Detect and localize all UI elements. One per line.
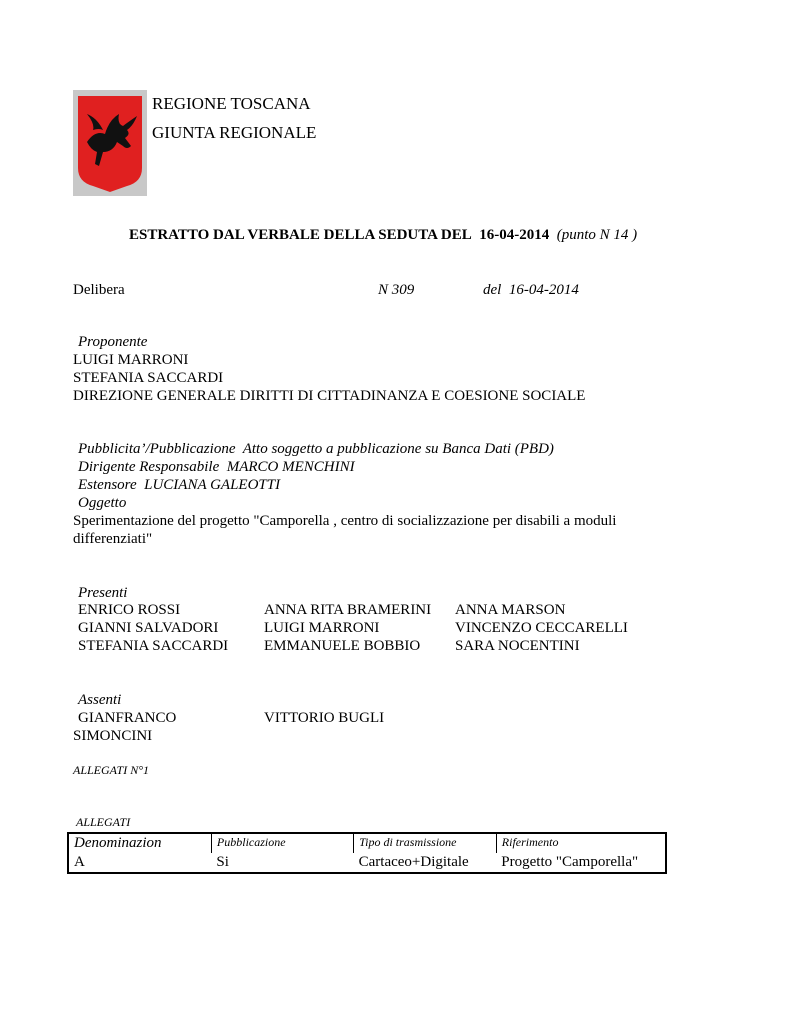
region-name: REGIONE TOSCANA bbox=[152, 94, 311, 113]
drafter-line bbox=[78, 476, 280, 494]
manager-value: MARCO MENCHINI bbox=[226, 459, 355, 475]
absent-member-continued: SIMONCINI bbox=[73, 728, 153, 744]
extract-point: (punto N 14 ) bbox=[556, 227, 638, 243]
present-member: GIANNI SALVADORI bbox=[78, 620, 219, 636]
present-member: EMMANUELE BOBBIO bbox=[264, 638, 421, 654]
council-name: GIUNTA REGIONALE bbox=[152, 123, 317, 142]
header-cell-publication: Pubblicazione bbox=[211, 833, 353, 853]
present-member: STEFANIA SACCARDI bbox=[78, 638, 229, 654]
present-member: ANNA MARSON bbox=[455, 602, 566, 618]
present-member: SARA NOCENTINI bbox=[455, 638, 580, 654]
cell-name: A bbox=[74, 854, 85, 870]
table-row bbox=[68, 853, 666, 873]
delibera-number: N 309 bbox=[378, 282, 415, 298]
subject-value: Sperimentazione del progetto "Camporella , centro di socializzazione per disabili a moduli differenziati" bbox=[73, 513, 617, 547]
publication-label: Pubblicita’/Pubblicazione bbox=[78, 441, 236, 457]
present-label: Presenti bbox=[78, 585, 128, 601]
attachments-label: ALLEGATI bbox=[76, 815, 131, 829]
publication-line bbox=[78, 440, 554, 458]
delibera-date: 16-04-2014 bbox=[508, 282, 579, 298]
extract-date: 16-04-2014 bbox=[479, 227, 550, 243]
proponent-label: Proponente bbox=[78, 334, 148, 350]
delibera-label: Delibera bbox=[73, 282, 125, 298]
header-cell-name: Denominazion bbox=[68, 833, 211, 853]
absent-member: GIANFRANCO bbox=[78, 710, 177, 726]
absent-member: VITTORIO BUGLI bbox=[264, 710, 385, 726]
attachments-table-header bbox=[68, 833, 666, 853]
subject-label: Oggetto bbox=[78, 495, 127, 511]
present-member: VINCENZO CECCARELLI bbox=[455, 620, 628, 636]
proponent-direction: DIREZIONE GENERALE DIRITTI DI CITTADINANZA E COESIONE SOCIALE bbox=[73, 388, 586, 404]
extract-heading bbox=[129, 226, 637, 244]
publication-value: Atto soggetto a pubblicazione su Banca Dati (PBD) bbox=[242, 441, 554, 457]
del-label: del bbox=[483, 282, 502, 298]
present-member: ENRICO ROSSI bbox=[78, 602, 181, 618]
drafter-value: LUCIANA GALEOTTI bbox=[144, 477, 281, 493]
manager-label: Dirigente Responsabile bbox=[78, 459, 220, 475]
attachments-table bbox=[67, 832, 667, 874]
proponent-name: STEFANIA SACCARDI bbox=[73, 370, 224, 386]
cell-publication: Si bbox=[216, 854, 229, 870]
proponent-name: LUIGI MARRONI bbox=[73, 352, 189, 368]
header-cell-reference: Riferimento bbox=[501, 835, 559, 849]
cell-reference: Progetto "Camporella" bbox=[501, 854, 639, 870]
present-member: ANNA RITA BRAMERINI bbox=[264, 602, 432, 618]
regione-toscana-emblem bbox=[73, 90, 147, 196]
manager-line bbox=[78, 458, 355, 476]
header-cell-transmission: Tipo di trasmissione bbox=[354, 833, 497, 853]
delibera-date-line bbox=[483, 281, 579, 299]
present-member: LUIGI MARRONI bbox=[264, 620, 380, 636]
extract-title: ESTRATTO DAL VERBALE DELLA SEDUTA DEL bbox=[129, 227, 472, 243]
cell-transmission: Cartaceo+Digitale bbox=[358, 854, 469, 870]
absent-label: Assenti bbox=[78, 692, 122, 708]
attachments-count: ALLEGATI N°1 bbox=[73, 763, 150, 777]
drafter-label: Estensore bbox=[78, 477, 137, 493]
